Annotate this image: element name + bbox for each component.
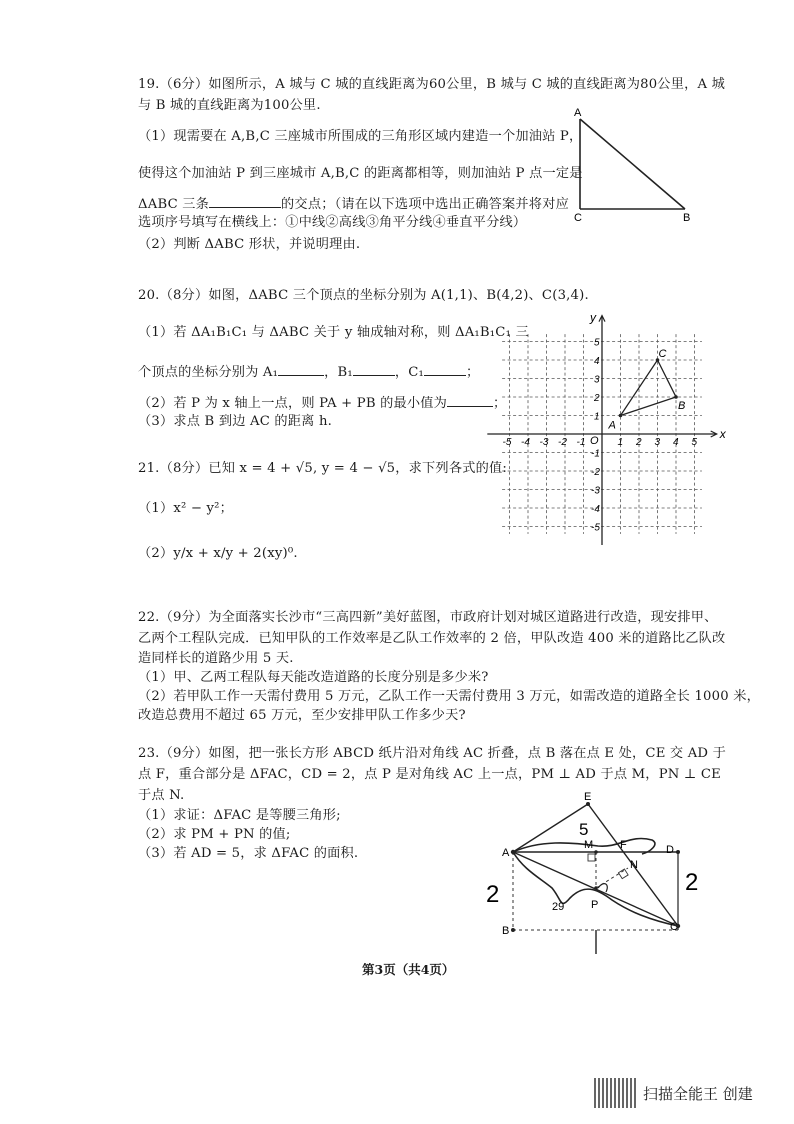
q23-line-6: （3）若 AD = 5，求 ΔFAC 的面积. [138, 846, 359, 861]
x-tick-label: 1 [617, 437, 624, 448]
q23-label-A: A [502, 847, 510, 859]
q19-line-7: （2）判断 ΔABC 形状，并说明理由. [138, 237, 361, 252]
y-tick-label: -3 [591, 485, 600, 497]
q23-label-C: C [670, 921, 678, 933]
q23-label-F: F [620, 839, 627, 851]
q20-blank-B1[interactable] [353, 362, 395, 376]
q19-label-C: C [574, 212, 582, 224]
q22-line-5: （2）若甲队工作一天需付费用 5 万元，乙队工作一天需付费用 3 万元，如需改造的道路全长 1000 米， [138, 689, 760, 704]
q23-line-4: （1）求证：ΔFAC 是等腰三角形; [138, 808, 341, 823]
q20-blank-min[interactable] [447, 393, 493, 407]
q20-line-4b: ； [493, 396, 507, 411]
q20-line-2: （1）若 ΔA₁B₁C₁ 与 ΔABC 关于 y 轴成轴对称，则 ΔA₁B₁C₁ 三 [138, 325, 529, 340]
q23-handwritten-29: 29 [552, 901, 565, 913]
vertex-point [619, 414, 623, 418]
grid-label-C: C [658, 348, 667, 360]
q23-handwritten-2-left: 2 [486, 881, 500, 908]
y-tick-label: 4 [594, 356, 600, 367]
q20-line-3d: ； [466, 365, 480, 380]
triangle-ABC [621, 360, 677, 416]
qr-code-logo [594, 1078, 636, 1108]
q21-line-2: （1）x² − y²； [138, 501, 234, 516]
x-tick-label: 5 [691, 437, 698, 448]
q19-line-5b: 的交点；（请在以下选项中选出正确答案并将对应 [281, 197, 569, 212]
q23-label-M: M [584, 839, 594, 851]
vertex-point [674, 395, 678, 399]
q20-line-3b: ，B₁ [324, 365, 353, 380]
q19-label-B: B [683, 212, 691, 224]
q23-line-1: 23.（9分）如图，把一张长方形 ABCD 纸片沿对角线 AC 折叠，点 B 落在点 E 处，CE 交 AD 于 [138, 746, 726, 761]
q23-handwritten-5: 5 [579, 820, 589, 839]
x-tick-label: -5 [502, 437, 512, 448]
q22-line-1: 22.（9分）为全面落实长沙市“三高四新”美好蓝图，市政府计划对城区道路进行改造，现安排甲、 [138, 610, 718, 625]
x-axis-label: x [719, 427, 726, 441]
q23-label-P: P [591, 899, 599, 911]
q22-line-2: 乙两个工程队完成．已知甲队的工作效率是乙队工作效率的 2 倍，甲队改造 400 米的道路比乙队改 [138, 631, 726, 646]
q19-answer-blank[interactable] [209, 194, 281, 208]
q19-triangle-figure [570, 104, 700, 224]
y-tick-label: 5 [594, 337, 600, 349]
q23-handwritten-2-right: 2 [685, 869, 699, 896]
q20-line-1: 20.（8分）如图，ΔABC 三个顶点的坐标分别为 A(1,1)、B(4,2)、C(3,4). [138, 288, 589, 303]
q23-line-3: 于点 N. [138, 788, 185, 803]
q22-line-3: 造同样长的道路少用 5 天. [138, 651, 294, 666]
q21-line-3: （2）y/x + x/y + 2(xy)⁰. [138, 546, 298, 561]
y-tick-label: -4 [591, 504, 600, 515]
q23-label-B: B [502, 925, 510, 937]
x-tick-label: -1 [576, 437, 586, 448]
grid-label-A: A [608, 419, 616, 432]
page-footer: 第3页（共4页） [362, 962, 455, 977]
q20-line-3 [138, 362, 479, 382]
x-tick-label: -4 [521, 437, 530, 448]
x-tick-label: -3 [539, 437, 549, 448]
y-tick-label: -5 [591, 522, 600, 534]
q20-line-4a: （2）若 P 为 x 轴上一点，则 PA + PB 的最小值为 [138, 396, 448, 411]
q23-label-N: N [630, 859, 638, 871]
q19-line-4: 使得这个加油站 P 到三座城市 A,B,C 的距离都相等，则加油站 P 点一定是 [138, 166, 583, 181]
q23-line-2: 点 F，重合部分是 ΔFAC，CD = 2，点 P 是对角线 AC 上一点，PM ⊥ AD 于点 M，PN ⊥ CE [138, 767, 722, 782]
q20-line-5: （3）求点 B 到边 AC 的距离 h. [138, 414, 333, 429]
y-tick-label: 2 [594, 393, 600, 404]
q19-line-3: （1）现需要在 A,B,C 三座城市所围成的三角形区域内建造一个加油站 P， [138, 129, 583, 144]
q23-label-D: D [666, 844, 674, 856]
q20-coordinate-grid [490, 310, 726, 547]
y-tick-label: 1 [594, 411, 600, 423]
q19-line-5 [138, 194, 569, 214]
q20-line-3c: ，C₁ [394, 365, 425, 380]
q20-blank-C1[interactable] [424, 362, 466, 376]
q19-label-A: A [574, 107, 582, 119]
q19-line-5a: ΔABC 三条 [138, 197, 210, 212]
q23-label-E: E [584, 791, 592, 803]
q21-line-1: 21.（8分）已知 x = 4 + √5, y = 4 − √5，求下列各式的值: [138, 461, 508, 476]
x-tick-label: 4 [673, 437, 679, 448]
y-tick-label: -2 [591, 467, 600, 478]
x-tick-label: 2 [636, 437, 642, 448]
q19-line-6: 选项序号填写在横线上：①中线②高线③角平分线④垂直平分线） [138, 215, 527, 230]
origin-label: O [590, 435, 599, 447]
watermark-text: 扫描全能王 创建 [643, 1085, 753, 1103]
q22-line-6: 改造总费用不超过 65 万元，至少安排甲队工作多少天? [138, 708, 466, 723]
q20-blank-A1[interactable] [278, 362, 324, 376]
y-tick-label: 3 [594, 374, 600, 386]
q19-line-2: 与 B 城的直线距离为100公里. [138, 98, 321, 113]
q23-folded-rectangle-figure [480, 760, 710, 960]
y-axis-label: y [590, 310, 596, 325]
q23-line-5: （2）求 PM + PN 的值; [138, 827, 291, 842]
x-tick-label: -2 [558, 437, 567, 448]
y-tick-label: -1 [591, 448, 600, 460]
q20-line-4 [138, 393, 506, 413]
q20-line-3a: 个顶点的坐标分别为 A₁ [138, 365, 279, 380]
x-tick-label: 3 [654, 437, 661, 448]
q19-line-1: 19.（6分）如图所示，A 城与 C 城的直线距离为60公里，B 城与 C 城的直线距离为80公里，A 城 [138, 77, 725, 92]
grid-label-B: B [678, 400, 686, 412]
q22-line-4: （1）甲、乙两工程队每天能改造道路的长度分别是多少米? [138, 670, 489, 685]
